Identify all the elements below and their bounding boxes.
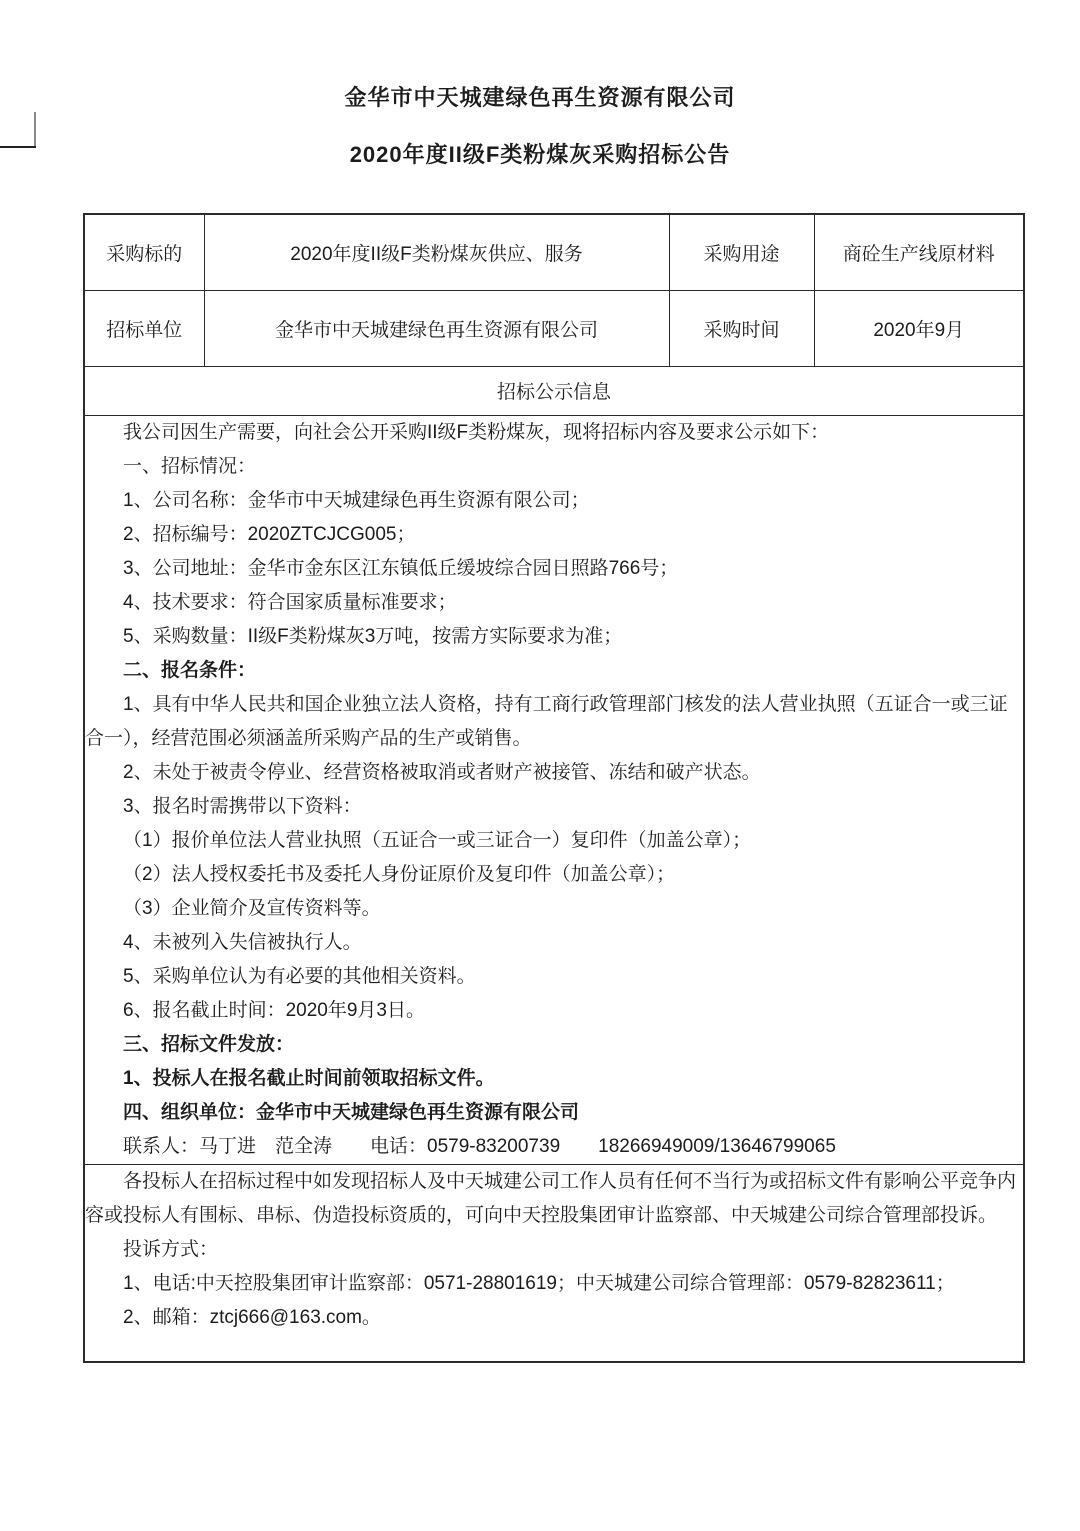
paragraph: 6、报名截止时间：2020年9月3日。 <box>123 999 425 1021</box>
paragraph: 3、公司地址：金华市金东区江东镇低丘缓坡综合园日照路766号； <box>123 557 679 579</box>
paragraph: （1）报价单位法人营业执照（五证合一或三证合一）复印件（加盖公章）； <box>123 829 752 851</box>
corner-mark-horizontal-line <box>0 146 36 148</box>
table-row-complaint <box>84 1164 1024 1362</box>
paragraph: 1、投标人在报名截止时间前领取招标文件。 <box>123 1067 495 1089</box>
field-value-procurement-purpose: 商砼生产线原材料 <box>814 214 1024 290</box>
complaint-body <box>84 1164 1024 1362</box>
corner-mark-vertical-line <box>34 112 36 148</box>
table-row-unit <box>84 290 1024 366</box>
field-label-tender-unit: 招标单位 <box>84 290 204 366</box>
paragraph: 联系人：马丁进 范全涛 电话：0579-83200739 18266949009/13646799065 <box>123 1135 836 1157</box>
paragraph: 三、招标文件发放： <box>123 1033 295 1055</box>
paragraph: 5、采购单位认为有必要的其他相关资料。 <box>123 965 476 987</box>
paragraph: 5、采购数量：II级F类粉煤灰3万吨，按需方实际要求为准； <box>123 625 623 647</box>
field-label-procurement-purpose: 采购用途 <box>669 214 814 290</box>
field-value-tender-unit: 金华市中天城建绿色再生资源有限公司 <box>204 290 669 366</box>
field-value-procurement-subject: 2020年度II级F类粉煤灰供应、服务 <box>204 214 669 290</box>
table-row-subject <box>84 214 1024 290</box>
document-page <box>0 85 1080 1363</box>
table-row-section-header <box>84 366 1024 415</box>
paragraph: 2、邮箱：ztcj666@163.com。 <box>123 1306 381 1328</box>
paragraph: 4、未被列入失信被执行人。 <box>123 931 362 953</box>
field-label-procurement-subject: 采购标的 <box>84 214 204 290</box>
paragraph: 1、电话:中天控股集团审计监察部：0571-28801619；中天城建公司综合管理部：0579-82823611； <box>123 1272 955 1294</box>
paragraph: （2）法人授权委托书及委托人身份证原价及复印件（加盖公章）； <box>123 863 676 885</box>
section-header: 招标公示信息 <box>84 366 1024 415</box>
paragraph: 2、未处于被责令停业、经营资格被取消或者财产被接管、冻结和破产状态。 <box>123 761 761 783</box>
paragraph: 各投标人在招标过程中如发现招标人及中天城建公司工作人员有任何不当行为或招标文件有影响公平竞争内容或投标人有围标、串标、伪造投标资质的，可向中天控股集团审计监察部、中天城建公司综合管理部投诉。 <box>85 1170 1017 1226</box>
announcement-body <box>84 415 1024 1164</box>
paragraph: 1、公司名称：金华市中天城建绿色再生资源有限公司； <box>123 489 590 511</box>
table-row-announcement <box>84 415 1024 1164</box>
paragraph: 我公司因生产需要，向社会公开采购II级F类粉煤灰，现将招标内容及要求公示如下： <box>123 421 830 443</box>
field-value-procurement-time: 2020年9月 <box>814 290 1024 366</box>
document-subtitle: 2020年度II级F类粉煤灰采购招标公告 <box>349 142 731 167</box>
field-label-procurement-time: 采购时间 <box>669 290 814 366</box>
paragraph: 投诉方式： <box>123 1238 219 1260</box>
paragraph: 3、报名时需携带以下资料： <box>123 795 362 817</box>
paragraph: 4、技术要求：符合国家质量标准要求； <box>123 591 457 613</box>
tender-info-table <box>83 213 1025 1363</box>
paragraph: 一、招标情况： <box>123 455 257 477</box>
paragraph: 2、招标编号：2020ZTCJCG005； <box>123 523 416 545</box>
paragraph: 1、具有中华人民共和国企业独立法人资格，持有工商行政管理部门核发的法人营业执照（五证合一或三证合一），经营范围必须涵盖所采购产品的生产或销售。 <box>85 693 1008 749</box>
paragraph: 二、报名条件： <box>123 659 257 681</box>
paragraph: 四、组织单位：金华市中天城建绿色再生资源有限公司 <box>123 1101 580 1123</box>
paragraph: （3）企业简介及宣传资料等。 <box>123 897 381 919</box>
document-title: 金华市中天城建绿色再生资源有限公司 <box>344 85 736 110</box>
